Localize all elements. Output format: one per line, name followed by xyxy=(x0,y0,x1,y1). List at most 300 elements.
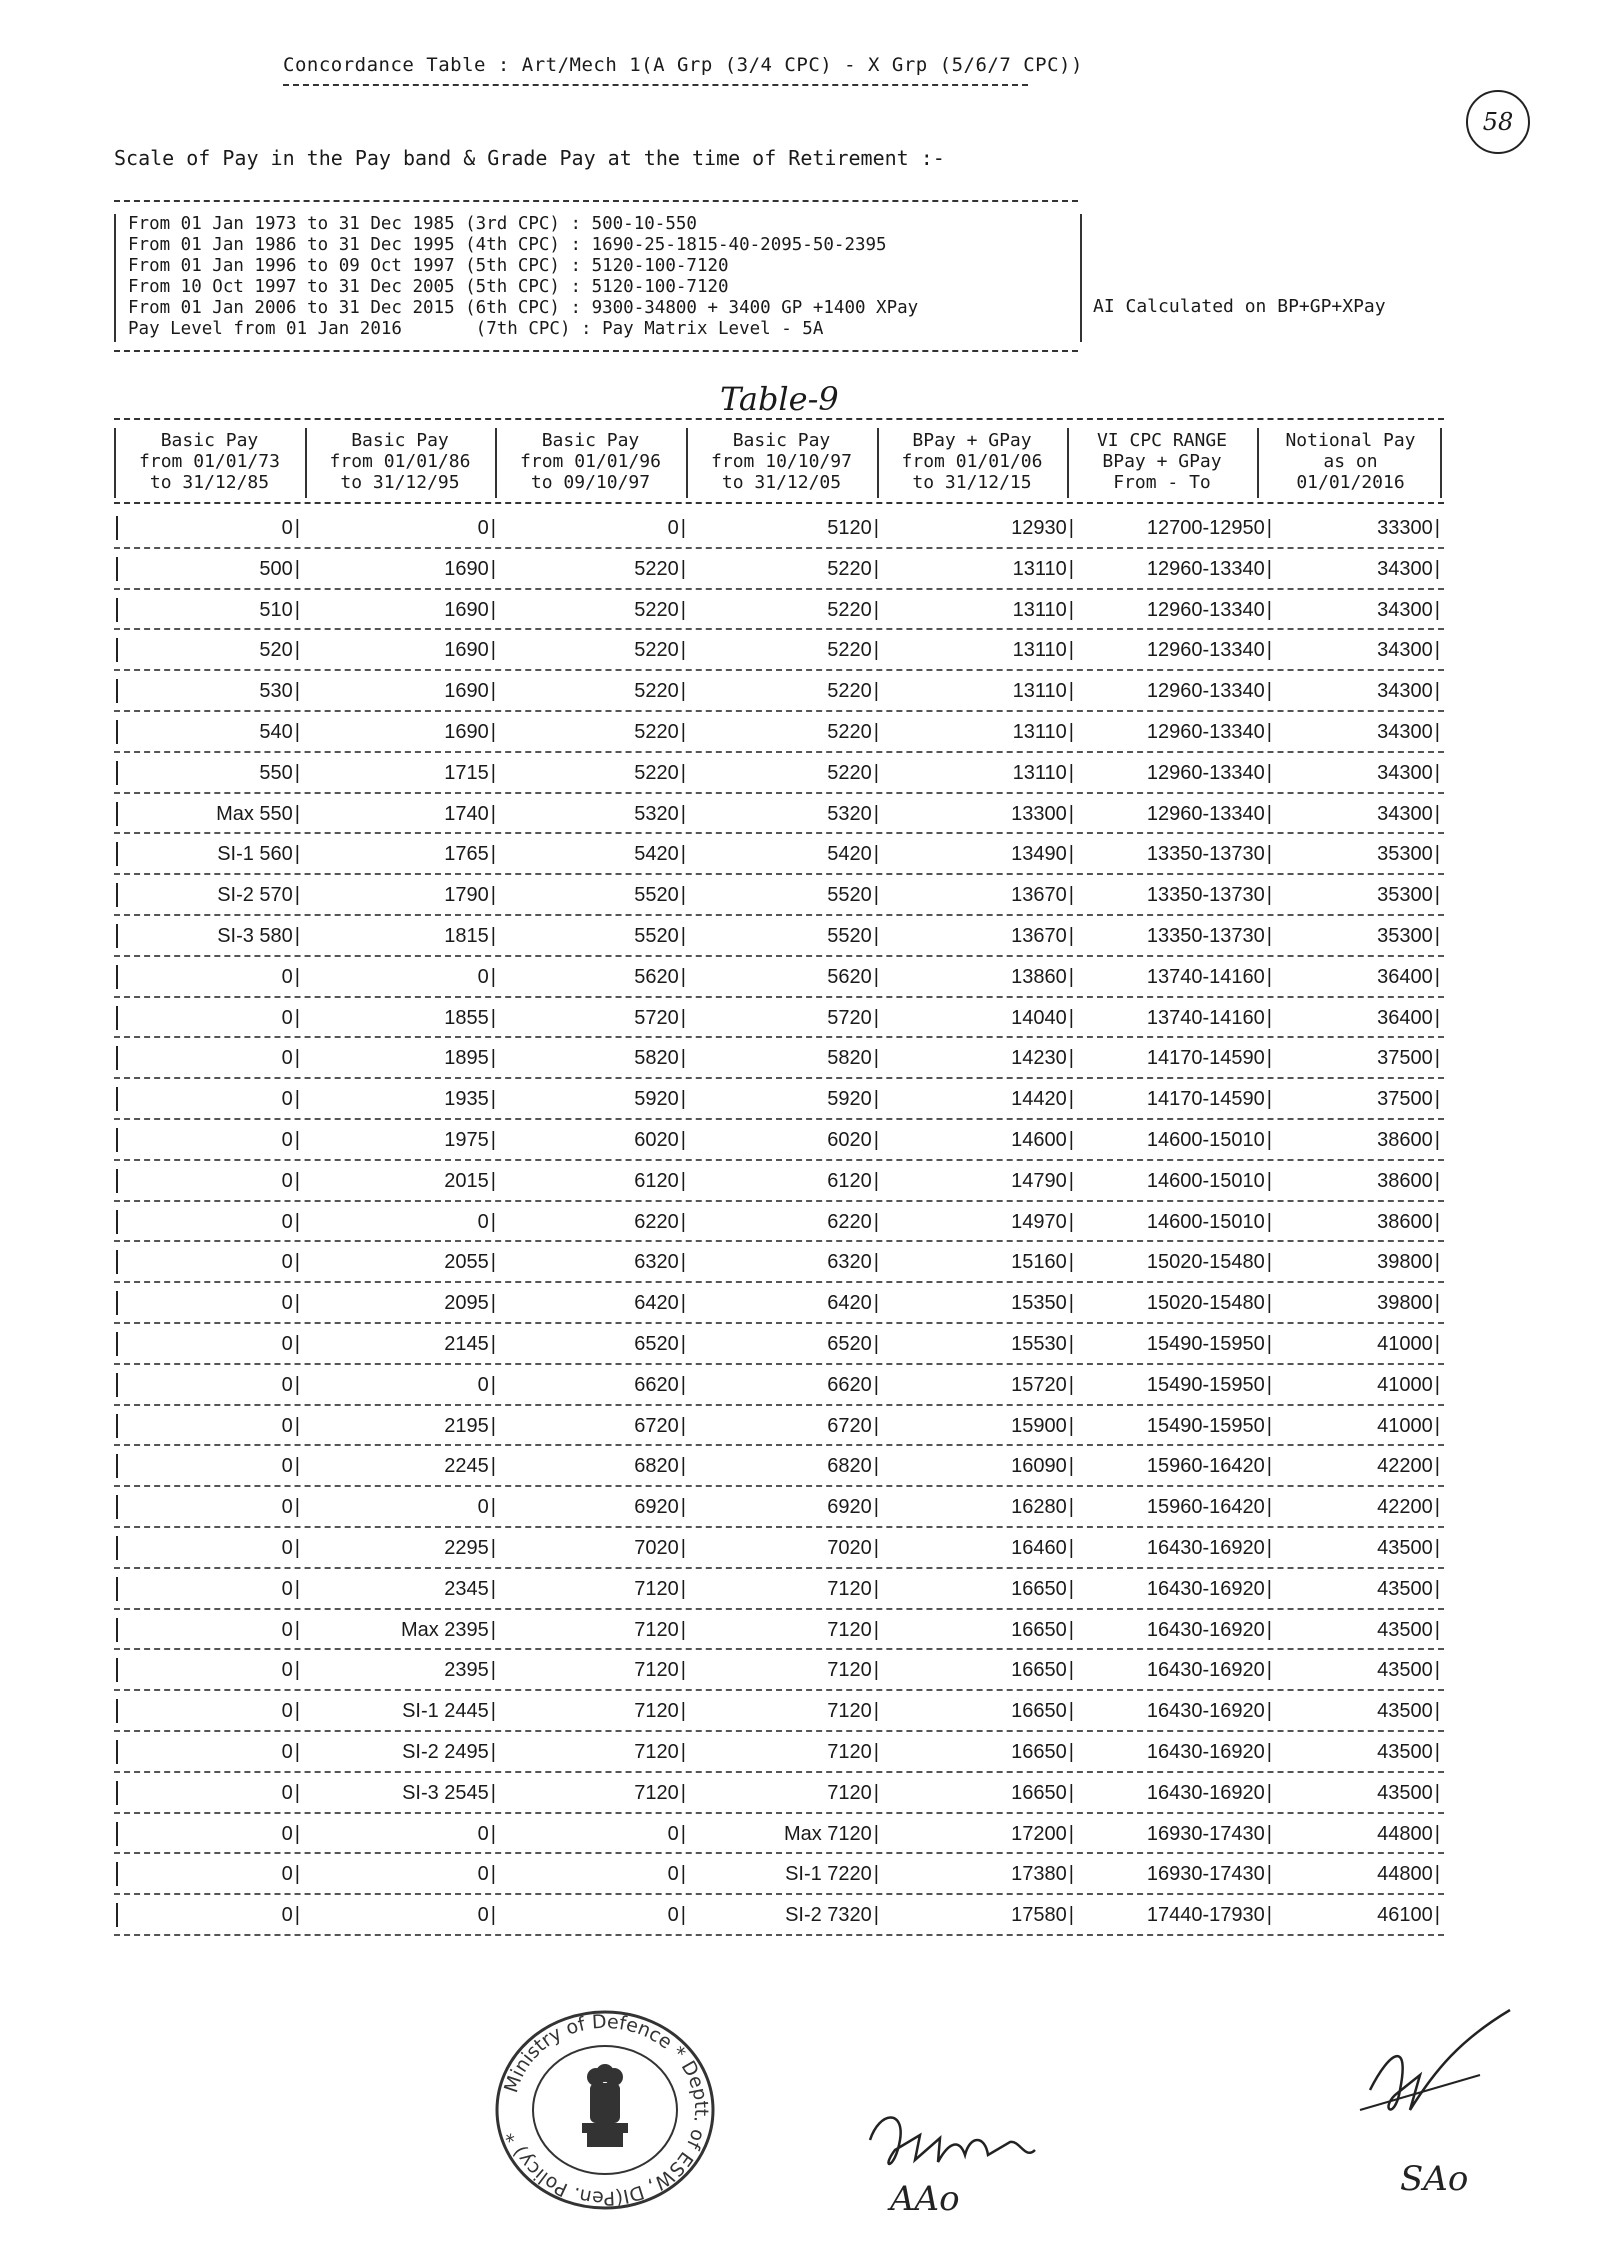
column-separator xyxy=(1440,428,1442,498)
table-cell: 16430-16920 | xyxy=(1092,1578,1272,1601)
row-left-border xyxy=(116,1618,118,1642)
table-cell: 37500 | xyxy=(1260,1047,1440,1070)
table-cell: 13670 | xyxy=(894,884,1074,907)
table-cell: 0 | xyxy=(120,1129,300,1152)
pay-scale-line: Pay Level from 01 Jan 2016 (7th CPC) : Pay Matrix Level - 5A xyxy=(128,319,824,339)
row-left-border xyxy=(116,1087,118,1111)
table-cell: 0 | xyxy=(120,1578,300,1601)
row-left-border xyxy=(116,965,118,989)
table-cell: 7120 | xyxy=(506,1741,686,1764)
table-cell: 1690 | xyxy=(316,558,496,581)
table-cell: 16090 | xyxy=(894,1455,1074,1478)
table-cell: 5220 | xyxy=(506,639,686,662)
row-left-border xyxy=(116,516,118,540)
table-cell: 12960-13340 | xyxy=(1092,639,1272,662)
right-signature-initials: SAo xyxy=(1400,2159,1469,2199)
pay-scale-line: From 10 Oct 1997 to 31 Dec 2005 (5th CPC) : 5120-100-7120 xyxy=(128,277,729,297)
page-number: 58 xyxy=(1466,90,1530,154)
table-row xyxy=(114,1120,1444,1161)
table-cell: 14600 | xyxy=(894,1129,1074,1152)
table-row xyxy=(114,1038,1444,1079)
table-cell: 15490-15950 | xyxy=(1092,1333,1272,1356)
table-row xyxy=(114,1487,1444,1528)
table-cell: 6220 | xyxy=(699,1211,879,1234)
row-left-border xyxy=(116,1291,118,1315)
table-cell: 0 | xyxy=(316,517,496,540)
row-left-border xyxy=(116,1373,118,1397)
table-cell: 6820 | xyxy=(506,1455,686,1478)
table-cell: 34300 | xyxy=(1260,558,1440,581)
table-cell: 0 | xyxy=(120,1700,300,1723)
table-cell: 12960-13340 | xyxy=(1092,680,1272,703)
table-cell: 6520 | xyxy=(699,1333,879,1356)
table-cell: 35300 | xyxy=(1260,925,1440,948)
table-cell: 2055 | xyxy=(316,1251,496,1274)
table-row xyxy=(114,508,1444,549)
row-left-border xyxy=(116,1332,118,1356)
row-left-border xyxy=(116,1250,118,1274)
row-left-border xyxy=(116,720,118,744)
column-header: Basic Pay from 10/10/97 to 31/12/05 xyxy=(711,430,852,493)
table-cell: 6920 | xyxy=(506,1496,686,1519)
table-cell: 43500 | xyxy=(1260,1537,1440,1560)
table-row xyxy=(114,1446,1444,1487)
table-cell: 0 | xyxy=(120,1619,300,1642)
table-cell: 15960-16420 | xyxy=(1092,1496,1272,1519)
title-underline xyxy=(283,84,1028,86)
table-row xyxy=(114,712,1444,753)
table-cell: 1690 | xyxy=(316,599,496,622)
table-cell: 34300 | xyxy=(1260,721,1440,744)
table-cell: 14970 | xyxy=(894,1211,1074,1234)
table-row xyxy=(114,753,1444,794)
table-cell: 14170-14590 | xyxy=(1092,1088,1272,1111)
table-row xyxy=(114,1569,1444,1610)
right-signature xyxy=(1340,1980,1540,2220)
row-left-border xyxy=(116,924,118,948)
row-left-border xyxy=(116,1862,118,1886)
table-cell: 15490-15950 | xyxy=(1092,1374,1272,1397)
table-cell: 0 | xyxy=(120,1659,300,1682)
table-cell: 5220 | xyxy=(506,762,686,785)
table-cell: 1815 | xyxy=(316,925,496,948)
table-row xyxy=(114,1528,1444,1569)
table-row xyxy=(114,1161,1444,1202)
column-separator xyxy=(114,428,116,498)
table-cell: 39800 | xyxy=(1260,1251,1440,1274)
table-cell: 15720 | xyxy=(894,1374,1074,1397)
table-cell: 5920 | xyxy=(699,1088,879,1111)
table-cell: 43500 | xyxy=(1260,1619,1440,1642)
table-cell: 38600 | xyxy=(1260,1129,1440,1152)
table-cell: 6720 | xyxy=(506,1415,686,1438)
table-cell: 15900 | xyxy=(894,1415,1074,1438)
table-cell: 5520 | xyxy=(699,925,879,948)
table-cell: 6020 | xyxy=(506,1129,686,1152)
table-cell: 35300 | xyxy=(1260,884,1440,907)
table-cell: 2245 | xyxy=(316,1455,496,1478)
table-cell: 17440-17930 | xyxy=(1092,1904,1272,1927)
row-left-border xyxy=(116,1414,118,1438)
table-cell: SI-3 2545 | xyxy=(316,1782,496,1805)
table-cell: 6020 | xyxy=(699,1129,879,1152)
table-row xyxy=(114,1814,1444,1855)
column-header: VI CPC RANGE BPay + GPay From - To xyxy=(1096,430,1228,493)
table-cell: 14170-14590 | xyxy=(1092,1047,1272,1070)
row-left-border xyxy=(116,638,118,662)
table-row xyxy=(114,1406,1444,1447)
table-row xyxy=(114,1242,1444,1283)
table-cell: 1765 | xyxy=(316,843,496,866)
table-row xyxy=(114,1732,1444,1773)
table-cell: 13110 | xyxy=(894,721,1074,744)
table-row xyxy=(114,549,1444,590)
scale-box-bottom-rule xyxy=(114,350,1078,352)
row-left-border xyxy=(116,883,118,907)
table-row xyxy=(114,1202,1444,1243)
table-cell: 0 | xyxy=(120,517,300,540)
table-cell: 16430-16920 | xyxy=(1092,1619,1272,1642)
table-cell: SI-1 7220 | xyxy=(699,1863,879,1886)
table-cell: 5720 | xyxy=(506,1007,686,1030)
table-cell: 14040 | xyxy=(894,1007,1074,1030)
row-left-border xyxy=(116,1740,118,1764)
table-cell: 39800 | xyxy=(1260,1292,1440,1315)
table-cell: 7120 | xyxy=(699,1782,879,1805)
table-cell: 0 | xyxy=(120,1007,300,1030)
table-cell: 12960-13340 | xyxy=(1092,721,1272,744)
table-cell: 38600 | xyxy=(1260,1170,1440,1193)
concordance-table-body xyxy=(114,508,1444,1936)
table-cell: 16930-17430 | xyxy=(1092,1863,1272,1886)
left-signature xyxy=(860,2080,1080,2230)
table-cell: 34300 | xyxy=(1260,803,1440,826)
table-cell: 0 | xyxy=(120,1047,300,1070)
table-cell: 5820 | xyxy=(506,1047,686,1070)
table-cell: 41000 | xyxy=(1260,1374,1440,1397)
handwritten-table-label: Table-9 xyxy=(720,380,839,418)
table-cell: 0 | xyxy=(120,1292,300,1315)
table-cell: 36400 | xyxy=(1260,966,1440,989)
table-cell: 2295 | xyxy=(316,1537,496,1560)
table-cell: 14790 | xyxy=(894,1170,1074,1193)
table-cell: 5920 | xyxy=(506,1088,686,1111)
table-cell: 14600-15010 | xyxy=(1092,1211,1272,1234)
table-cell: Max 2395 | xyxy=(316,1619,496,1642)
table-cell: 510 | xyxy=(120,599,300,622)
row-left-border xyxy=(116,557,118,581)
table-cell: 0 | xyxy=(120,1782,300,1805)
row-left-border xyxy=(116,1495,118,1519)
table-cell: 16430-16920 | xyxy=(1092,1659,1272,1682)
table-cell: SI-2 7320 | xyxy=(699,1904,879,1927)
table-cell: 13350-13730 | xyxy=(1092,884,1272,907)
table-cell: 6120 | xyxy=(699,1170,879,1193)
table-cell: 43500 | xyxy=(1260,1741,1440,1764)
table-cell: 17580 | xyxy=(894,1904,1074,1927)
table-row xyxy=(114,1895,1444,1936)
table-cell: 6920 | xyxy=(699,1496,879,1519)
table-cell: SI-3 580 | xyxy=(120,925,300,948)
table-cell: 550 | xyxy=(120,762,300,785)
table-cell: 15350 | xyxy=(894,1292,1074,1315)
table-cell: 0 | xyxy=(120,1904,300,1927)
left-signature-initials: AAo xyxy=(890,2179,960,2219)
table-cell: 34300 | xyxy=(1260,599,1440,622)
table-cell: 0 | xyxy=(120,1170,300,1193)
table-cell: 13350-13730 | xyxy=(1092,843,1272,866)
table-cell: 0 | xyxy=(316,1496,496,1519)
table-cell: 5220 | xyxy=(699,680,879,703)
column-header: Basic Pay from 01/01/96 to 09/10/97 xyxy=(520,430,661,493)
table-cell: 6220 | xyxy=(506,1211,686,1234)
table-cell: 7120 | xyxy=(699,1741,879,1764)
table-cell: 36400 | xyxy=(1260,1007,1440,1030)
table-row xyxy=(114,916,1444,957)
table-cell: 16650 | xyxy=(894,1578,1074,1601)
table-cell: 1855 | xyxy=(316,1007,496,1030)
table-cell: SI-1 560 | xyxy=(120,843,300,866)
table-cell: 5520 | xyxy=(699,884,879,907)
table-cell: 34300 | xyxy=(1260,762,1440,785)
column-separator xyxy=(495,428,497,498)
row-left-border xyxy=(116,842,118,866)
row-left-border xyxy=(116,1046,118,1070)
table-cell: 0 | xyxy=(316,1863,496,1886)
table-row xyxy=(114,1650,1444,1691)
pay-scale-line: From 01 Jan 2006 to 31 Dec 2015 (6th CPC) : 9300-34800 + 3400 GP +1400 XPay xyxy=(128,298,919,318)
column-separator xyxy=(877,428,879,498)
table-cell: 17380 | xyxy=(894,1863,1074,1886)
table-cell: 6620 | xyxy=(699,1374,879,1397)
table-cell: 7120 | xyxy=(506,1659,686,1682)
table-cell: 0 | xyxy=(316,1823,496,1846)
table-cell: 0 | xyxy=(506,1863,686,1886)
table-cell: 1975 | xyxy=(316,1129,496,1152)
table-cell: 2015 | xyxy=(316,1170,496,1193)
table-cell: 6420 | xyxy=(506,1292,686,1315)
table-cell: 15020-15480 | xyxy=(1092,1251,1272,1274)
table-cell: 6120 | xyxy=(506,1170,686,1193)
table-cell: 13300 | xyxy=(894,803,1074,826)
table-cell: 7120 | xyxy=(699,1700,879,1723)
table-cell: 0 | xyxy=(120,1251,300,1274)
table-cell: 13740-14160 | xyxy=(1092,1007,1272,1030)
table-cell: 6420 | xyxy=(699,1292,879,1315)
table-cell: 5420 | xyxy=(699,843,879,866)
table-cell: 43500 | xyxy=(1260,1659,1440,1682)
row-left-border xyxy=(116,1577,118,1601)
table-cell: 1790 | xyxy=(316,884,496,907)
table-cell: 2095 | xyxy=(316,1292,496,1315)
table-cell: 6820 | xyxy=(699,1455,879,1478)
table-cell: 0 | xyxy=(120,1537,300,1560)
table-cell: 42200 | xyxy=(1260,1455,1440,1478)
table-cell: 7120 | xyxy=(699,1578,879,1601)
table-cell: 13860 | xyxy=(894,966,1074,989)
table-cell: 5820 | xyxy=(699,1047,879,1070)
table-cell: 0 | xyxy=(120,1863,300,1886)
table-row xyxy=(114,1610,1444,1651)
pay-scale-line: From 01 Jan 1973 to 31 Dec 1985 (3rd CPC) : 500-10-550 xyxy=(128,214,697,234)
table-cell: 15160 | xyxy=(894,1251,1074,1274)
table-cell: 37500 | xyxy=(1260,1088,1440,1111)
table-cell: 2195 | xyxy=(316,1415,496,1438)
table-row xyxy=(114,1365,1444,1406)
table-cell: 0 | xyxy=(120,1211,300,1234)
table-top-rule xyxy=(114,418,1444,420)
row-left-border xyxy=(116,1822,118,1846)
table-cell: 34300 | xyxy=(1260,680,1440,703)
table-cell: 43500 | xyxy=(1260,1782,1440,1805)
table-cell: 0 | xyxy=(506,1823,686,1846)
table-cell: 0 | xyxy=(316,1904,496,1927)
table-cell: 16430-16920 | xyxy=(1092,1741,1272,1764)
table-cell: 13110 | xyxy=(894,639,1074,662)
table-cell: 0 | xyxy=(120,1333,300,1356)
row-left-border xyxy=(116,1169,118,1193)
table-cell: 41000 | xyxy=(1260,1333,1440,1356)
table-cell: 16650 | xyxy=(894,1782,1074,1805)
table-cell: 5320 | xyxy=(506,803,686,826)
table-cell: 6320 | xyxy=(506,1251,686,1274)
table-cell: 12700-12950 | xyxy=(1092,517,1272,540)
table-cell: 16930-17430 | xyxy=(1092,1823,1272,1846)
table-cell: 14600-15010 | xyxy=(1092,1170,1272,1193)
table-cell: SI-2 2495 | xyxy=(316,1741,496,1764)
table-cell: 38600 | xyxy=(1260,1211,1440,1234)
table-row xyxy=(114,1773,1444,1814)
table-cell: 2345 | xyxy=(316,1578,496,1601)
table-cell: 2395 | xyxy=(316,1659,496,1682)
table-cell: 1690 | xyxy=(316,680,496,703)
table-cell: 16650 | xyxy=(894,1619,1074,1642)
row-left-border xyxy=(116,1903,118,1927)
table-cell: 17200 | xyxy=(894,1823,1074,1846)
table-cell: 13490 | xyxy=(894,843,1074,866)
table-cell: 16280 | xyxy=(894,1496,1074,1519)
column-header: Basic Pay from 01/01/86 to 31/12/95 xyxy=(329,430,471,493)
column-separator xyxy=(686,428,688,498)
ministry-seal-stamp xyxy=(490,2005,720,2215)
table-cell: 6620 | xyxy=(506,1374,686,1397)
svg-text:Ministry of Defence * Deptt. o: Ministry of Defence * Deptt. of ESW, DI(Pen. Policy) * xyxy=(500,2010,713,2210)
table-row xyxy=(114,1283,1444,1324)
table-cell: 12960-13340 | xyxy=(1092,599,1272,622)
table-cell: 15530 | xyxy=(894,1333,1074,1356)
table-cell: 5520 | xyxy=(506,925,686,948)
table-cell: 0 | xyxy=(120,1088,300,1111)
table-cell: 14600-15010 | xyxy=(1092,1129,1272,1152)
table-cell: 7020 | xyxy=(506,1537,686,1560)
table-cell: 0 | xyxy=(120,1455,300,1478)
table-row xyxy=(114,1854,1444,1895)
table-cell: 0 | xyxy=(316,966,496,989)
table-cell: 12960-13340 | xyxy=(1092,762,1272,785)
table-cell: 46100 | xyxy=(1260,1904,1440,1927)
table-cell: 13740-14160 | xyxy=(1092,966,1272,989)
scale-heading: Scale of Pay in the Pay band & Grade Pay at the time of Retirement :- xyxy=(114,146,945,170)
table-cell: 16430-16920 | xyxy=(1092,1700,1272,1723)
table-cell: 44800 | xyxy=(1260,1863,1440,1886)
table-row xyxy=(114,590,1444,631)
table-cell: 5220 | xyxy=(699,721,879,744)
page-title: Concordance Table : Art/Mech 1(A Grp (3/4 CPC) - X Grp (5/6/7 CPC)) xyxy=(283,54,1083,76)
table-cell: 13350-13730 | xyxy=(1092,925,1272,948)
row-left-border xyxy=(116,1781,118,1805)
table-cell: 43500 | xyxy=(1260,1578,1440,1601)
table-cell: 0 | xyxy=(506,1904,686,1927)
column-separator xyxy=(305,428,307,498)
table-cell: 5420 | xyxy=(506,843,686,866)
table-cell: 16650 | xyxy=(894,1659,1074,1682)
table-cell: 500 | xyxy=(120,558,300,581)
table-row xyxy=(114,957,1444,998)
table-cell: 1740 | xyxy=(316,803,496,826)
table-cell: 6720 | xyxy=(699,1415,879,1438)
table-cell: 0 | xyxy=(316,1374,496,1397)
table-cell: 5120 | xyxy=(699,517,879,540)
table-cell: 5220 | xyxy=(506,599,686,622)
table-cell: 7120 | xyxy=(506,1782,686,1805)
table-cell: 42200 | xyxy=(1260,1496,1440,1519)
table-cell: 7120 | xyxy=(699,1659,879,1682)
table-cell: 13110 | xyxy=(894,599,1074,622)
table-cell: 15490-15950 | xyxy=(1092,1415,1272,1438)
table-cell: 7120 | xyxy=(506,1700,686,1723)
scale-box-top-rule xyxy=(114,200,1078,202)
table-cell: 12960-13340 | xyxy=(1092,803,1272,826)
row-left-border xyxy=(116,1128,118,1152)
table-cell: 1690 | xyxy=(316,639,496,662)
table-cell: 44800 | xyxy=(1260,1823,1440,1846)
table-cell: 0 | xyxy=(120,966,300,989)
table-cell: 0 | xyxy=(120,1823,300,1846)
table-cell: 5220 | xyxy=(699,599,879,622)
table-row xyxy=(114,630,1444,671)
table-row xyxy=(114,1079,1444,1120)
table-row xyxy=(114,875,1444,916)
table-cell: Max 550 | xyxy=(120,803,300,826)
table-cell: 7020 | xyxy=(699,1537,879,1560)
table-row xyxy=(114,834,1444,875)
table-cell: 5220 | xyxy=(506,680,686,703)
table-cell: 0 | xyxy=(506,517,686,540)
table-cell: 6520 | xyxy=(506,1333,686,1356)
table-cell: 5220 | xyxy=(506,721,686,744)
row-left-border xyxy=(116,1210,118,1234)
table-cell: 5220 | xyxy=(699,762,879,785)
table-cell: 5620 | xyxy=(699,966,879,989)
table-cell: 41000 | xyxy=(1260,1415,1440,1438)
table-cell: Max 7120 | xyxy=(699,1823,879,1846)
table-row xyxy=(114,1691,1444,1732)
pay-scale-box xyxy=(114,214,1082,342)
column-header: Basic Pay from 01/01/73 to 31/12/85 xyxy=(139,430,280,493)
row-left-border xyxy=(116,1699,118,1723)
table-cell: 16460 | xyxy=(894,1537,1074,1560)
table-cell: 1715 | xyxy=(316,762,496,785)
table-cell: 7120 | xyxy=(699,1619,879,1642)
table-cell: 15960-16420 | xyxy=(1092,1455,1272,1478)
table-cell: 5520 | xyxy=(506,884,686,907)
table-cell: 35300 | xyxy=(1260,843,1440,866)
table-cell: 33300 | xyxy=(1260,517,1440,540)
table-row xyxy=(114,794,1444,835)
table-cell: 5620 | xyxy=(506,966,686,989)
table-cell: 5220 | xyxy=(506,558,686,581)
row-left-border xyxy=(116,761,118,785)
